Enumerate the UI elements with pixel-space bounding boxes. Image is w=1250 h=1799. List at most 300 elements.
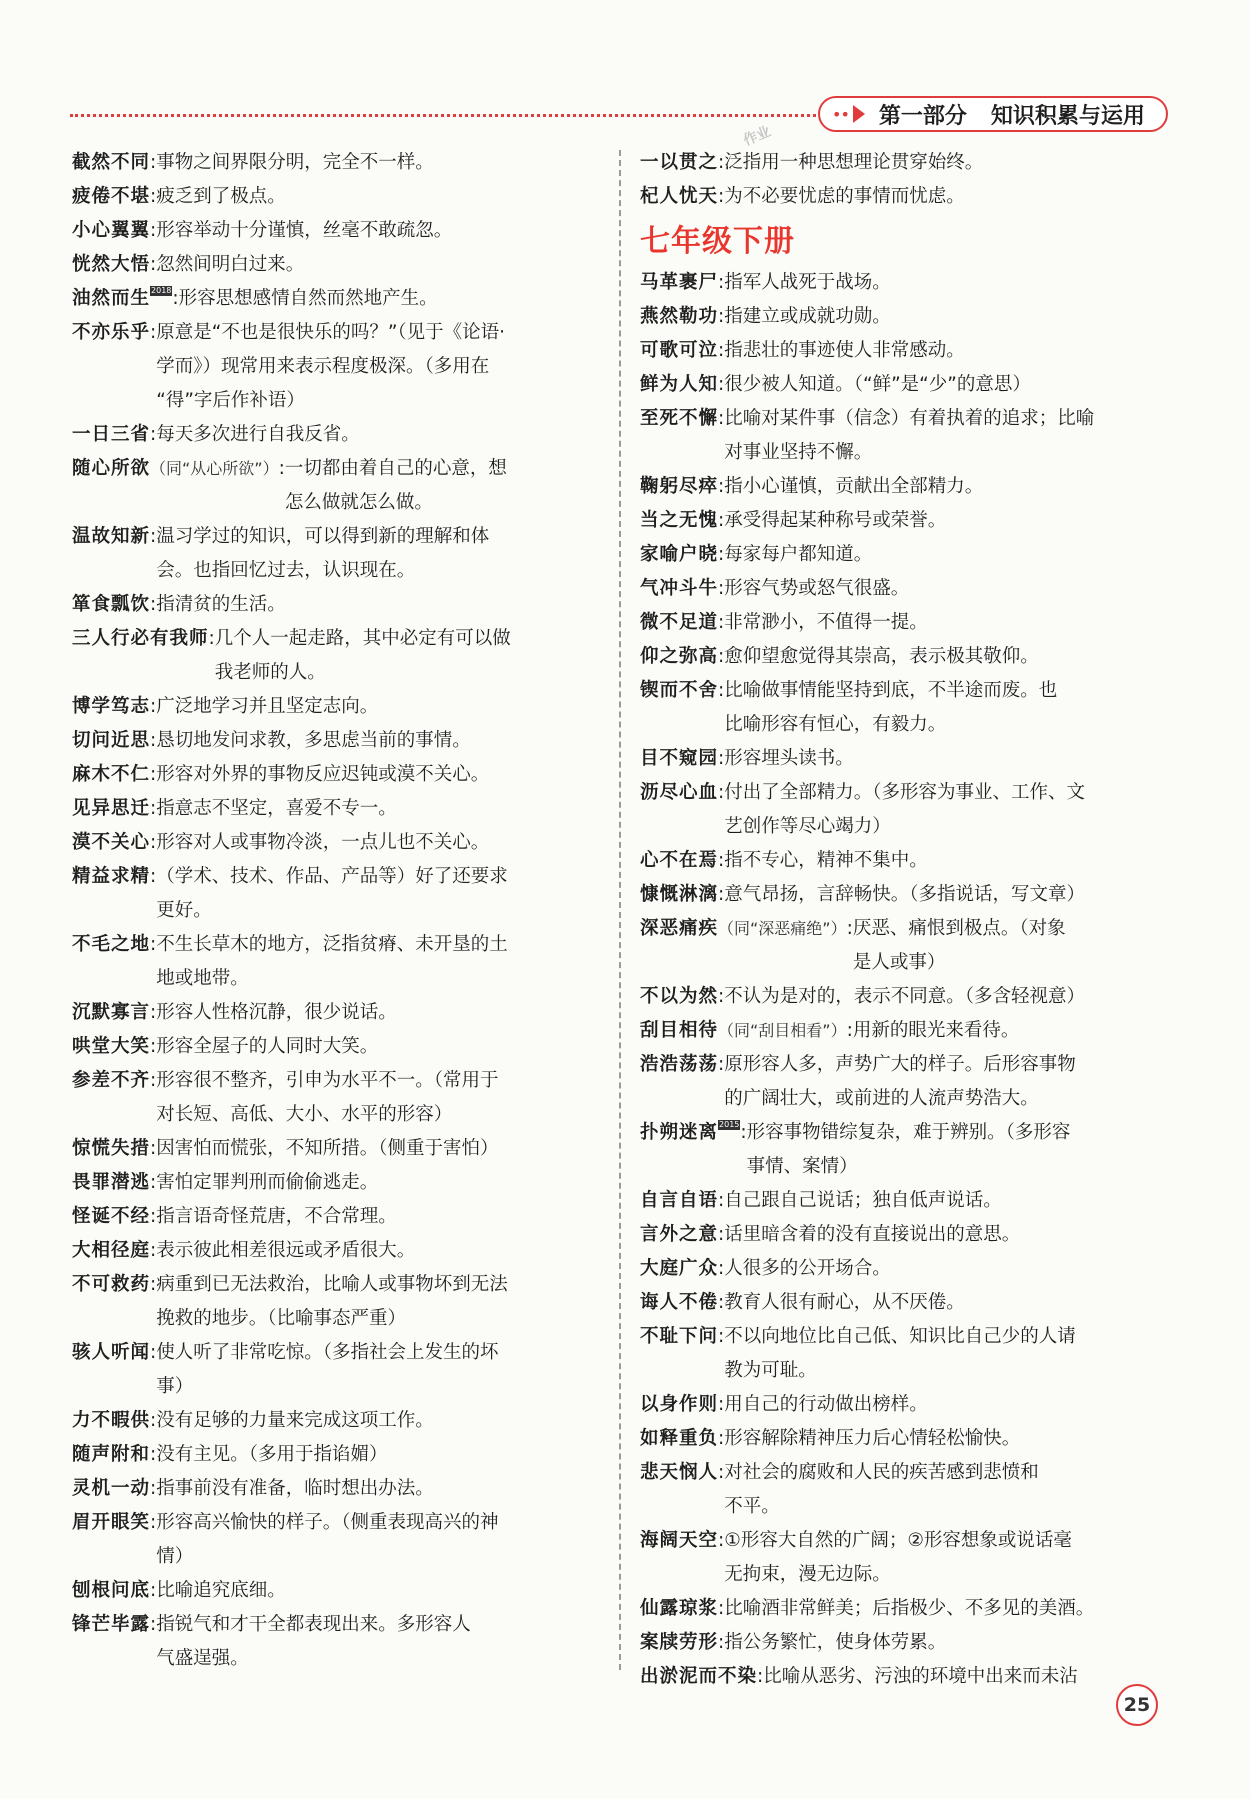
idiom-head (640, 986, 724, 1007)
section-tag (818, 96, 1168, 132)
idiom-head (640, 1462, 724, 1483)
colon: : (718, 612, 725, 633)
idiom-definition-line: （学术、技术、作品、产品等）好了还要求 (156, 866, 508, 887)
idiom-term: 恍然大悟 (72, 254, 151, 275)
idiom-term: 浩浩荡荡 (640, 1054, 719, 1075)
idiom-head (72, 934, 156, 955)
idiom-head (640, 1020, 853, 1041)
idiom-head (640, 578, 724, 599)
colon: : (150, 1240, 157, 1261)
colon: : (718, 510, 725, 531)
idiom-definition-line: 疲乏到了极点。 (156, 186, 286, 207)
idiom-definition-line: 对事业坚持不懈。 (724, 442, 873, 463)
colon: : (718, 1292, 725, 1313)
colon: : (150, 152, 157, 173)
idiom-entry (72, 1132, 600, 1166)
idiom-definition-line: 每天多次进行自我反省。 (156, 424, 360, 445)
colon: : (718, 1258, 725, 1279)
idiom-definition-line: 形容对外界的事物反应迟钝或漠不关心。 (156, 764, 490, 785)
idiom-head (72, 1138, 156, 1159)
idiom-definition-line: 怎么做就怎么做。 (284, 492, 433, 513)
colon: : (150, 866, 157, 887)
idiom-term: 小心翼翼 (72, 220, 151, 241)
colon: : (150, 322, 157, 343)
colon: : (718, 1054, 725, 1075)
idiom-head (640, 186, 724, 207)
idiom-entry (72, 1336, 600, 1404)
idiom-definition-line: 形容埋头读书。 (724, 748, 854, 769)
idiom-definition-line: 原意是“不也是很快乐的吗？”（见于《论语· (156, 322, 506, 343)
idiom-entry (72, 418, 600, 452)
idiom-head (640, 1224, 724, 1245)
idiom-head (640, 1122, 747, 1143)
idiom-entry (640, 742, 1168, 776)
idiom-head (640, 1428, 724, 1449)
colon: : (718, 1632, 725, 1653)
idiom-entry (72, 1064, 600, 1132)
idiom-definition-line: 指事前没有准备，临时想出办法。 (156, 1478, 434, 1499)
idiom-definition-line: 为不必要忧虑的事情而忧虑。 (724, 186, 965, 207)
idiom-head (72, 254, 156, 275)
idiom-head (72, 1206, 156, 1227)
idiom-head (72, 424, 156, 445)
idiom-entry (640, 368, 1168, 402)
idiom-head (72, 764, 156, 785)
idiom-head (72, 458, 285, 479)
colon: : (718, 782, 725, 803)
idiom-term: 可歌可泣 (640, 340, 719, 361)
idiom-definition-line: 广泛地学习并且坚定志向。 (156, 696, 379, 717)
idiom-definition-line: 形容解除精神压力后心情轻松愉快。 (724, 1428, 1021, 1449)
idiom-head (72, 594, 156, 615)
colon: : (150, 934, 157, 955)
idiom-entry (72, 792, 600, 826)
idiom-definition-line: 人很多的公开场合。 (724, 1258, 891, 1279)
idiom-definition-line: 会。也指回忆过去，认识现在。 (156, 560, 416, 581)
idiom-entry (640, 1286, 1168, 1320)
idiom-term: 截然不同 (72, 152, 151, 173)
colon: : (150, 1206, 157, 1227)
idiom-entry (640, 674, 1168, 742)
colon: : (278, 458, 285, 479)
idiom-term: 切问近思 (72, 730, 151, 751)
colon: : (740, 1122, 747, 1143)
colon: : (718, 680, 725, 701)
page-header (70, 96, 1168, 140)
idiom-definition-line: 指不专心，精神不集中。 (724, 850, 928, 871)
colon: : (150, 1342, 157, 1363)
arrow-icon (853, 105, 865, 123)
colon: : (150, 798, 157, 819)
part-title: 知识积累与运用 (990, 103, 1145, 129)
colon: : (846, 918, 853, 939)
idiom-term: 鞠躬尽瘁 (640, 476, 719, 497)
idiom-entry (72, 622, 600, 690)
idiom-head (72, 628, 215, 649)
colon: : (150, 1138, 157, 1159)
idiom-term: 不耻下问 (640, 1326, 719, 1347)
idiom-entry (640, 538, 1168, 572)
idiom-head (72, 1036, 156, 1057)
idiom-head (640, 1292, 724, 1313)
colon: : (150, 764, 157, 785)
idiom-definition-line: 形容人性格沉静，很少说话。 (156, 1002, 397, 1023)
idiom-head (72, 866, 156, 887)
idiom-definition-line: 比喻从恶劣、污浊的环境中出来而未沾 (763, 1666, 1078, 1687)
idiom-definition-line: 恳切地发问求教，多思虑当前的事情。 (156, 730, 471, 751)
idiom-head (72, 186, 156, 207)
idiom-definition-line: 比喻追究底细。 (156, 1580, 286, 1601)
idiom-head (72, 152, 156, 173)
idiom-definition-line: 挽救的地步。（比喻事态严重） (156, 1308, 407, 1329)
idiom-term: 油然而生 (72, 288, 151, 309)
colon: : (150, 1444, 157, 1465)
idiom-term: 见异思迁 (72, 798, 151, 819)
idiom-term: 一日三省 (72, 424, 151, 445)
idiom-definition-line: 害怕定罪判刑而偷偷逃走。 (156, 1172, 379, 1193)
idiom-definition-line: 用自己的行动做出榜样。 (724, 1394, 928, 1415)
colon: : (718, 340, 725, 361)
idiom-term: 哄堂大笑 (72, 1036, 151, 1057)
idiom-definition-line: 形容对人或事物冷淡，一点儿也不关心。 (156, 832, 490, 853)
idiom-definition-line: 教为可耻。 (724, 1360, 817, 1381)
idiom-term: 温故知新 (72, 526, 151, 547)
idiom-head (640, 850, 724, 871)
idiom-definition-line: 形容全屋子的人同时大笑。 (156, 1036, 379, 1057)
colon: : (718, 884, 725, 905)
idiom-head (640, 884, 724, 905)
idiom-term: 至死不懈 (640, 408, 719, 429)
idiom-head (72, 1580, 156, 1601)
idiom-definition-line: 一切都由着自己的心意，想 (284, 458, 507, 479)
idiom-head (640, 1054, 724, 1075)
idiom-definition-line: 事） (156, 1376, 194, 1397)
colon: : (208, 628, 215, 649)
idiom-term: 以身作则 (640, 1394, 719, 1415)
idiom-definition-line: 承受得起某种称号或荣誉。 (724, 510, 947, 531)
colon: : (718, 578, 725, 599)
idiom-entry (72, 248, 600, 282)
idiom-definition-line: 厌恶、痛恨到极点。（对象 (852, 918, 1066, 939)
idiom-head (72, 1444, 156, 1465)
colon: : (150, 1070, 157, 1091)
colon: : (718, 646, 725, 667)
idiom-entry (640, 1116, 1168, 1184)
colon: : (718, 1428, 725, 1449)
idiom-definition-line: 比喻对某件事（信念）有着执着的追求；比喻 (724, 408, 1095, 429)
colon: : (718, 306, 725, 327)
idiom-term: 案牍劳形 (640, 1632, 719, 1653)
idiom-term: 诲人不倦 (640, 1292, 719, 1313)
idiom-entry (640, 606, 1168, 640)
colon: : (150, 1478, 157, 1499)
idiom-term: 如释重负 (640, 1428, 719, 1449)
idiom-entry (72, 316, 600, 418)
idiom-definition-line: 形容举动十分谨慎，丝毫不敢疏忽。 (156, 220, 453, 241)
idiom-entry (72, 1438, 600, 1472)
idiom-entry (640, 1252, 1168, 1286)
idiom-head (640, 646, 724, 667)
idiom-head (72, 1512, 156, 1533)
idiom-entry (640, 878, 1168, 912)
idiom-head (72, 322, 156, 343)
idiom-definition-line: 自己跟自己说话；独自低声说话。 (724, 1190, 1002, 1211)
idiom-synonym-note: （同“从心所欲”） (150, 459, 279, 478)
idiom-entry (640, 266, 1168, 300)
idiom-definition-line: 没有主见。（多用于指谄媚） (156, 1444, 388, 1465)
colon: : (150, 1614, 157, 1635)
part-label: 第一部分 (878, 103, 967, 129)
idiom-head (72, 798, 156, 819)
idiom-head (72, 1002, 156, 1023)
idiom-definition-line: 不以向地位比自己低、知识比自己少的人请 (724, 1326, 1076, 1347)
colon: : (150, 1172, 157, 1193)
idiom-synonym-note: （同“深恶痛绝”） (718, 919, 847, 938)
colon: : (150, 424, 157, 445)
idiom-term: 慷慨淋漓 (640, 884, 719, 905)
colon: : (150, 186, 157, 207)
idiom-term: 随声附和 (72, 1444, 151, 1465)
idiom-term: 大庭广众 (640, 1258, 719, 1279)
idiom-term: 仰之弥高 (640, 646, 719, 667)
idiom-entry (72, 520, 600, 588)
idiom-definition-line: 温习学过的知识，可以得到新的理解和体 (156, 526, 490, 547)
idiom-term: 气冲斗牛 (640, 578, 719, 599)
colon: : (718, 272, 725, 293)
idiom-entry (72, 588, 600, 622)
idiom-entry (640, 1660, 1168, 1694)
idiom-term: 鲜为人知 (640, 374, 719, 395)
idiom-definition-line: 形容事物错综复杂，难于辨别。（多形容 (746, 1122, 1071, 1143)
idiom-term: 疲倦不堪 (72, 186, 151, 207)
colon: : (150, 832, 157, 853)
idiom-entry (640, 912, 1168, 980)
idiom-term: 不亦乐乎 (72, 322, 151, 343)
idiom-definition-line: 付出了全部精力。（多形容为事业、工作、文 (724, 782, 1086, 803)
idiom-head (640, 1190, 724, 1211)
left-column (72, 146, 600, 1676)
idiom-term: 一以贯之 (640, 152, 719, 173)
idiom-entry (72, 1608, 600, 1676)
idiom-term: 怪诞不经 (72, 1206, 151, 1227)
idiom-term: 沉默寡言 (72, 1002, 151, 1023)
idiom-entry (640, 1524, 1168, 1592)
colon: : (718, 748, 725, 769)
idiom-entry (72, 690, 600, 724)
idiom-term: 燕然勒功 (640, 306, 719, 327)
idiom-definition-line: 情） (156, 1546, 194, 1567)
idiom-term: 精益求精 (72, 866, 151, 887)
idiom-definition-line: 非常渺小，不值得一提。 (724, 612, 928, 633)
idiom-definition-line: 的广阔壮大，或前进的人流声势浩大。 (724, 1088, 1039, 1109)
idiom-head (72, 1478, 156, 1499)
idiom-term: 杞人忧天 (640, 186, 719, 207)
idiom-definition-line: 指悲壮的事迹使人非常感动。 (724, 340, 965, 361)
idiom-term: 不毛之地 (72, 934, 151, 955)
idiom-definition-line: 我老师的人。 (214, 662, 326, 683)
colon: : (718, 152, 725, 173)
idiom-definition-line: 没有足够的力量来完成这项工作。 (156, 1410, 434, 1431)
idiom-head (72, 1274, 156, 1295)
idiom-head (640, 748, 724, 769)
idiom-entry (72, 146, 600, 180)
idiom-head (640, 476, 724, 497)
idiom-head (640, 782, 724, 803)
idiom-head (640, 544, 724, 565)
colon: : (718, 1190, 725, 1211)
idiom-definition-line: 指公务繁忙，使身体劳累。 (724, 1632, 947, 1653)
colon: : (718, 186, 725, 207)
idiom-entry (72, 996, 600, 1030)
idiom-head (640, 1530, 724, 1551)
idiom-definition-line: 每家每户都知道。 (724, 544, 873, 565)
colon: : (150, 730, 157, 751)
idiom-term: 参差不齐 (72, 1070, 151, 1091)
idiom-entry (640, 1014, 1168, 1048)
idiom-entry (640, 1422, 1168, 1456)
idiom-head (640, 918, 853, 939)
idiom-entry (640, 300, 1168, 334)
idiom-entry (72, 452, 600, 520)
idiom-definition-line: 艺创作等尽心竭力） (724, 816, 891, 837)
idiom-head (72, 1614, 156, 1635)
idiom-head (640, 1666, 763, 1687)
idiom-definition-line: 比喻酒非常鲜美；后指极少、不多见的美酒。 (724, 1598, 1095, 1619)
idiom-entry (640, 470, 1168, 504)
colon: : (150, 254, 157, 275)
idiom-entry (72, 1200, 600, 1234)
page-number: 25 (1116, 1684, 1158, 1726)
idiom-head (72, 832, 156, 853)
idiom-definition-line: 形容高兴愉快的样子。（侧重表现高兴的神 (156, 1512, 499, 1533)
idiom-definition-line: 形容气势或怒气很盛。 (724, 578, 910, 599)
idiom-term: 锋芒毕露 (72, 1614, 151, 1635)
colon: : (718, 476, 725, 497)
colon: : (150, 1036, 157, 1057)
idiom-definition-line: 地或地带。 (156, 968, 249, 989)
idiom-definition-line: 忽然间明白过来。 (156, 254, 305, 275)
idiom-definition-line: 不生长草木的地方，泛指贫瘠、未开垦的土 (156, 934, 508, 955)
idiom-term: 出淤泥而不染 (640, 1666, 758, 1687)
idiom-term: 三人行必有我师 (72, 628, 209, 649)
idiom-definition-line: “得”字后作补语） (156, 390, 305, 411)
idiom-head (72, 1342, 156, 1363)
idiom-entry (72, 1404, 600, 1438)
idiom-definition-line: 指建立或成就功勋。 (724, 306, 891, 327)
idiom-head (640, 1326, 724, 1347)
idiom-term: 海阔天空 (640, 1530, 719, 1551)
idiom-term: 眉开眼笑 (72, 1512, 151, 1533)
colon: : (150, 1002, 157, 1023)
idiom-entry (640, 1184, 1168, 1218)
colon: : (718, 850, 725, 871)
idiom-term: 家喻户晓 (640, 544, 719, 565)
idiom-entry (640, 640, 1168, 674)
colon: : (718, 1326, 725, 1347)
colon: : (150, 696, 157, 717)
right-column (640, 146, 1168, 1694)
idiom-head (72, 1070, 156, 1091)
idiom-term: 箪食瓢饮 (72, 594, 151, 615)
idiom-head (640, 408, 724, 429)
section-title: 七年级下册 (640, 224, 795, 259)
colon: : (718, 1598, 725, 1619)
idiom-term: 大相径庭 (72, 1240, 151, 1261)
idiom-term: 自言自语 (640, 1190, 719, 1211)
idiom-term: 深恶痛疾 (640, 918, 719, 939)
idiom-entry (640, 146, 1168, 180)
idiom-head (640, 340, 724, 361)
idiom-entry (640, 334, 1168, 368)
right-top-list (640, 146, 1168, 214)
idiom-entry (72, 1166, 600, 1200)
idiom-head (72, 526, 156, 547)
idiom-term: 刨根问底 (72, 1580, 151, 1601)
colon: : (757, 1666, 764, 1687)
idiom-entry (640, 572, 1168, 606)
colon: : (718, 1394, 725, 1415)
idiom-head (72, 220, 156, 241)
colon: : (718, 544, 725, 565)
idiom-head (72, 696, 156, 717)
colon: : (718, 408, 725, 429)
idiom-term: 悲天悯人 (640, 1462, 719, 1483)
idiom-term: 沥尽心血 (640, 782, 719, 803)
idiom-head (640, 680, 724, 701)
idiom-head (72, 730, 156, 751)
idiom-definition-line: 比喻做事情能坚持到底，不半途而废。也 (724, 680, 1058, 701)
idiom-head (640, 374, 724, 395)
idiom-definition-line: 指军人战死于战场。 (724, 272, 891, 293)
idiom-entry (72, 928, 600, 996)
colon: : (718, 1224, 725, 1245)
idiom-definition-line: 用新的眼光来看待。 (852, 1020, 1020, 1041)
idiom-entry (640, 844, 1168, 878)
idiom-definition-line: 对长短、高低、大小、水平的形容） (156, 1104, 453, 1125)
idiom-definition-line: 原形容人多，声势广大的样子。后形容事物 (724, 1054, 1076, 1075)
idiom-definition-line: 教育人很有耐心，从不厌倦。 (724, 1292, 965, 1313)
idiom-entry (72, 1234, 600, 1268)
idiom-term: 力不暇供 (72, 1410, 151, 1431)
idiom-definition-line: 愈仰望愈觉得其崇高，表示极其敬仰。 (724, 646, 1039, 667)
idiom-definition-line: 指意志不坚定，喜爱不专一。 (156, 798, 397, 819)
idiom-definition-line: 对社会的腐败和人民的疾苦感到悲愤和 (724, 1462, 1039, 1483)
colon: : (172, 288, 179, 309)
idiom-definition-line: 事物之间界限分明，完全不一样。 (156, 152, 434, 173)
idiom-head (72, 1172, 156, 1193)
idiom-head (72, 1410, 156, 1431)
idiom-term: 心不在焉 (640, 850, 719, 871)
colon: : (150, 1512, 157, 1533)
idiom-head (640, 306, 724, 327)
idiom-entry (72, 758, 600, 792)
idiom-entry (72, 1472, 600, 1506)
idiom-definition-line: 泛指用一种思想理论贯穿始终。 (724, 152, 984, 173)
colon: : (718, 1462, 725, 1483)
idiom-term: 仙露琼浆 (640, 1598, 719, 1619)
idiom-head (640, 1258, 724, 1279)
idiom-head (72, 288, 179, 309)
colon: : (150, 1274, 157, 1295)
idiom-definition-line: 指锐气和才干全都表现出来。多形容人 (156, 1614, 471, 1635)
idiom-entry (640, 1456, 1168, 1524)
idiom-definition-line: 不认为是对的，表示不同意。（多含轻视意） (724, 986, 1086, 1007)
idiom-entry (72, 826, 600, 860)
idiom-definition-line: 不平。 (724, 1496, 780, 1517)
idiom-head (640, 1632, 724, 1653)
dots-icon: •• (832, 104, 849, 124)
right-list (640, 266, 1168, 1694)
